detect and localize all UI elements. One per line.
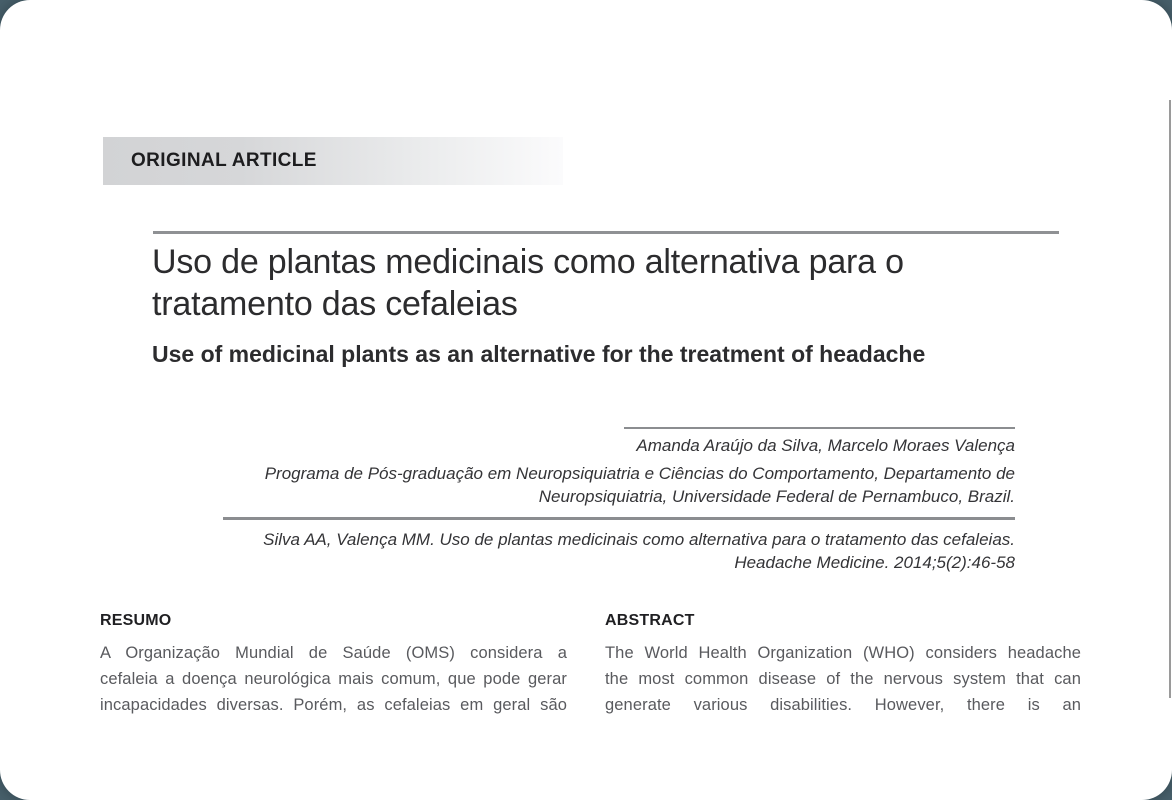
- section-label: ORIGINAL ARTICLE: [131, 150, 317, 171]
- abstracts-section: [100, 612, 1081, 714]
- article-title: [152, 241, 1082, 325]
- citation-divider: [223, 517, 1015, 520]
- citation: [155, 528, 1015, 574]
- article-title-line: tratamento das cefaleias: [152, 285, 518, 323]
- abstract-line: The World Health Organization (WHO) considers headache: [605, 644, 1081, 662]
- abstract-line: the most common disease of the nervous system that can: [605, 670, 1081, 688]
- abstract-heading: ABSTRACT: [605, 612, 695, 629]
- citation-line: Silva AA, Valença MM. Uso de plantas medicinais como alternativa para o tratamento das cefaleias.: [263, 530, 1015, 549]
- authors-divider: [624, 427, 1015, 429]
- abstract-line: generate various disabilities. However, there is an: [605, 696, 1081, 714]
- page-edge-shadow: [1169, 100, 1171, 698]
- resumo-section: [100, 612, 567, 714]
- article-subtitle: Use of medicinal plants as an alternative for the treatment of headache: [152, 341, 926, 367]
- section-label-banner: [103, 137, 563, 185]
- abstract-text-clip: [605, 640, 1081, 714]
- citation-line: Headache Medicine. 2014;5(2):46-58: [734, 553, 1015, 572]
- abstract-section: [605, 612, 1081, 714]
- title-divider: [153, 231, 1059, 234]
- affiliation-line: Programa de Pós-graduação em Neuropsiquiatria e Ciências do Comportamento, Departamento de: [264, 464, 1015, 483]
- author-names: Amanda Araújo da Silva, Marcelo Moraes Valença: [636, 436, 1015, 455]
- author-affiliation: [155, 462, 1015, 508]
- resumo-text-clip: [100, 640, 567, 714]
- affiliation-line: Neuropsiquiatria, Universidade Federal de Pernambuco, Brazil.: [538, 487, 1015, 506]
- resumo-line: cefaleia a doença neurológica mais comum, que pode gerar: [100, 670, 567, 688]
- resumo-line: A Organização Mundial de Saúde (OMS) considera a: [100, 644, 567, 662]
- resumo-heading: RESUMO: [100, 612, 172, 629]
- resumo-line: incapacidades diversas. Porém, as cefaleias em geral são: [100, 696, 567, 714]
- article-title-line: Uso de plantas medicinais como alternativa para o: [152, 243, 904, 281]
